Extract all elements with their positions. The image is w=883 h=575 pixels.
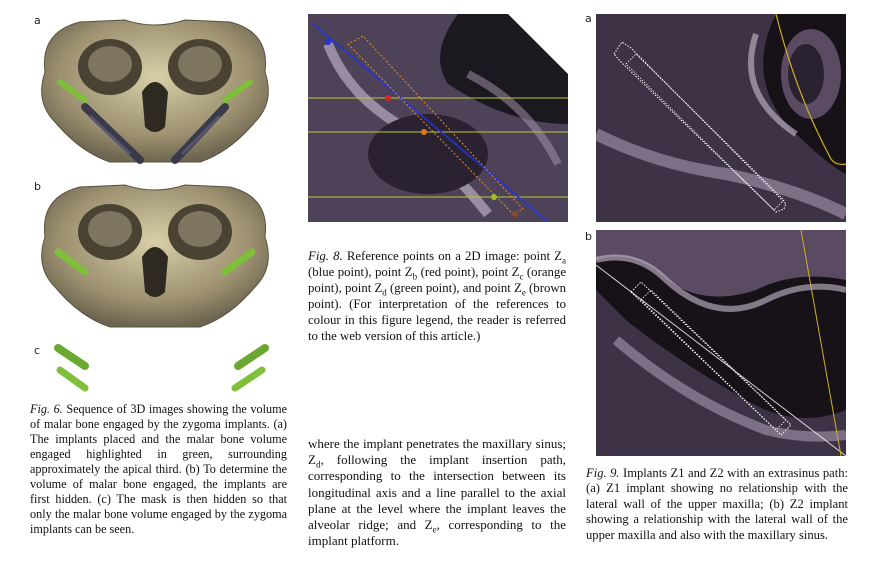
subscript-d: d bbox=[315, 459, 321, 470]
fig8-caption-part: Reference points on a 2D image: point Z bbox=[346, 249, 562, 263]
fig6-label: Fig. 6. bbox=[30, 402, 63, 416]
fig6-panel-c-label: c bbox=[34, 344, 41, 357]
subscript-c: c bbox=[519, 271, 524, 282]
body-text-part: , corresponding to the implant platform. bbox=[308, 517, 566, 549]
fig8-caption-part: (blue point), point Z bbox=[308, 265, 413, 279]
fig8-caption-part: (red point), point Z bbox=[417, 265, 520, 279]
fig9-panel-a-label: a bbox=[585, 12, 592, 25]
subscript-e: e bbox=[521, 287, 526, 298]
subscript-e: e bbox=[432, 524, 437, 535]
fig8-ct-image bbox=[308, 14, 568, 222]
fig6-panel-c-mask-image bbox=[30, 338, 280, 398]
body-text-paragraph bbox=[308, 436, 566, 549]
fig6-caption-text: Sequence of 3D images showing the volume of malar bone engaged by the zygoma implants. (a) The implants placed and the malar bone volume engaged highlighted in green, surrounding approximately the apical third. (b) To determine the volume of malar bone engaged, the implants are first hidden. (c) The mask is then hidden so that only the malar bone volume engaged by the zygoma implants can be seen. bbox=[30, 402, 287, 536]
point-zc-marker bbox=[421, 129, 427, 135]
fig6-panel-a-skull-image bbox=[30, 12, 280, 170]
fig6-caption bbox=[30, 402, 287, 537]
fig8-caption-part: (brown point). (For interpretation of the references to colour in this figure legend, the reader is referred to the web version of this article.) bbox=[308, 281, 566, 343]
fig6-panel-a-label: a bbox=[34, 14, 41, 27]
point-zd-marker bbox=[491, 194, 497, 200]
subscript-d: d bbox=[382, 287, 387, 298]
point-zb-marker bbox=[385, 95, 391, 101]
fig6-panel-b-label: b bbox=[34, 180, 41, 193]
subscript-b: b bbox=[412, 271, 418, 282]
point-za-marker bbox=[325, 39, 331, 45]
point-ze-marker bbox=[512, 211, 518, 217]
body-text-part: , following the implant insertion path, corresponding to the intersection between its longitudinal axis and a line parallel to the axial plane at the level where the implant leaves the alveolar ridge; and Z bbox=[308, 452, 566, 533]
fig9-caption-text: Implants Z1 and Z2 with an extrasinus path: (a) Z1 implant showing no relationship with the lateral wall of the upper maxilla; (b) Z2 implant showing a relationship with the lateral wall of the upper maxilla and also with the maxillary sinus. bbox=[586, 466, 848, 542]
fig9-panel-b-ct-image bbox=[596, 230, 846, 456]
fig8-label: Fig. 8. bbox=[308, 249, 343, 263]
fig9-panel-a-ct-image bbox=[596, 14, 846, 222]
fig8-caption-part: (green point), and point Z bbox=[386, 281, 522, 295]
fig6-panel-b-skull-image bbox=[30, 177, 280, 335]
body-text-part: where the implant penetrates the maxillary sinus; Z bbox=[308, 436, 566, 468]
fig9-caption bbox=[586, 466, 848, 543]
fig9-label: Fig. 9. bbox=[586, 466, 620, 480]
fig8-caption-part: (orange point), point Z bbox=[308, 265, 567, 295]
subscript-a: a bbox=[562, 255, 566, 266]
fig8-caption bbox=[308, 248, 566, 344]
fig9-panel-b-label: b bbox=[585, 230, 592, 243]
